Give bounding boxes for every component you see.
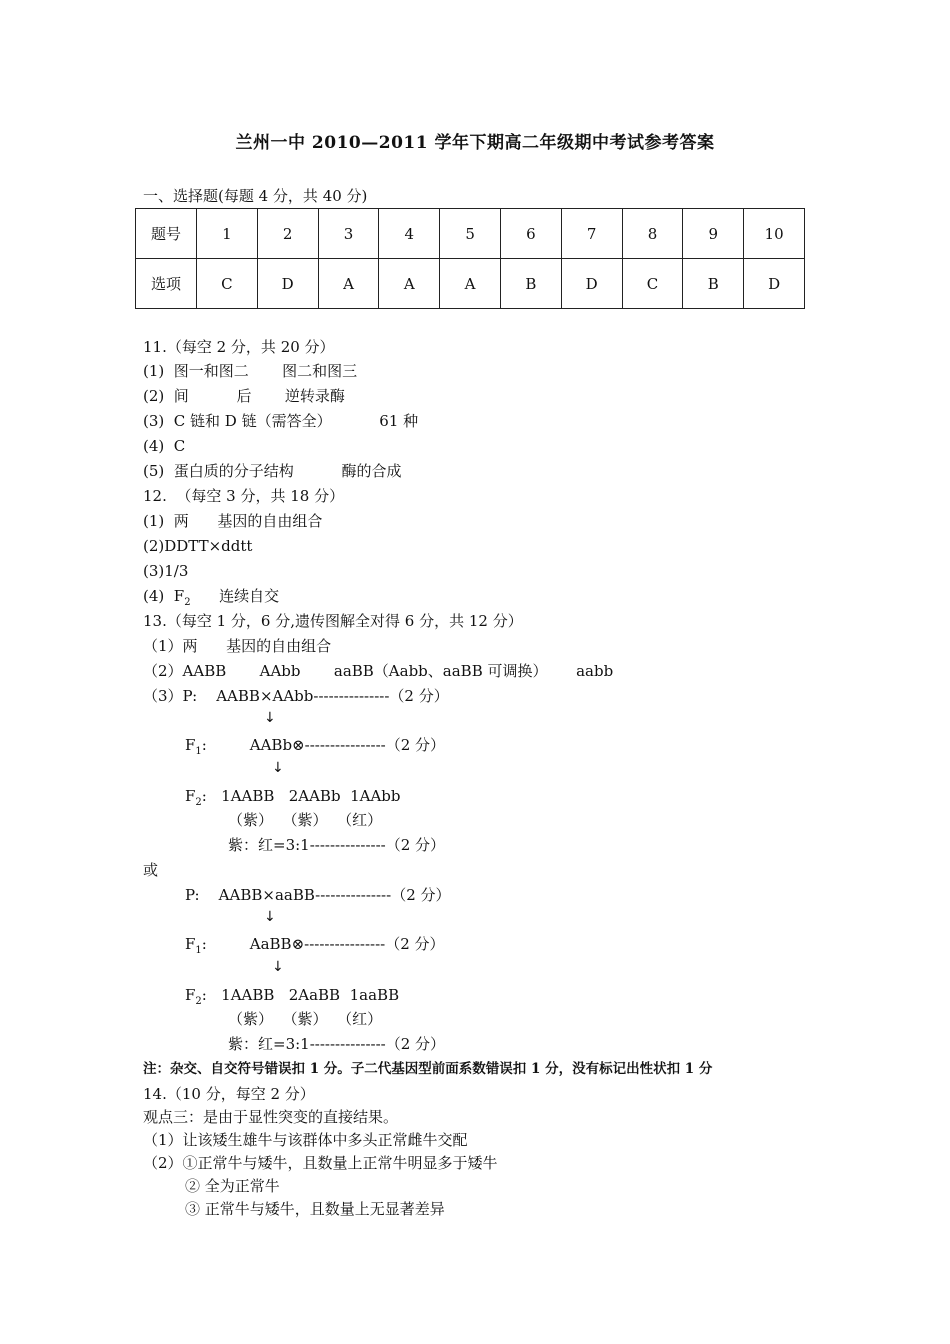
down-arrow-icon: ↓ — [264, 710, 276, 726]
q14-answer-4: ② 全为正常牛 — [185, 1177, 280, 1195]
q13-f1b-line — [185, 934, 445, 961]
generation-label: F — [185, 736, 196, 754]
subscript: 2 — [195, 797, 202, 808]
q13-f2b-ratio: 紫：红=3:1---------------（2 分） — [228, 1035, 446, 1053]
question-number: 5 — [440, 209, 501, 259]
q11-answer-4: (4) C — [143, 437, 186, 455]
answer-cell: C — [622, 259, 683, 309]
answer-table — [135, 208, 805, 309]
question-number: 1 — [197, 209, 258, 259]
f1-genotype: : AABb⊗----------------（2 分） — [201, 736, 446, 754]
question-number: 4 — [379, 209, 440, 259]
f2-genotypes: : 1AABB 2AABb 1AAbb — [201, 787, 401, 805]
question-number: 7 — [561, 209, 622, 259]
subscript: 1 — [195, 746, 202, 757]
subscript: 2 — [195, 996, 202, 1007]
down-arrow-icon: ↓ — [272, 959, 284, 975]
answer-cell: B — [500, 259, 561, 309]
q12-answer-4-prefix: (4) F — [143, 587, 185, 605]
q13-f2b-phenotypes: （紫） （紫） （红） — [228, 1010, 383, 1028]
q13-f2b-line — [185, 985, 399, 1012]
q13-answer-2: （2）AABB AAbb aaBB（Aabb、aaBB 可调换） aabb — [143, 662, 614, 680]
q13-cross-p2: P: AABB×aaBB---------------（2 分） — [185, 886, 451, 904]
answer-cell: A — [440, 259, 501, 309]
document-title: 兰州一中 2010—2011 学年下期高二年级期中考试参考答案 — [235, 133, 715, 153]
generation-label: F — [185, 986, 196, 1004]
question-number: 3 — [318, 209, 379, 259]
q13-f2-phenotypes: （紫） （紫） （红） — [228, 811, 383, 829]
question-number: 8 — [622, 209, 683, 259]
answer-cell: A — [379, 259, 440, 309]
q13-f1-line — [185, 735, 445, 762]
q11-answer-2: (2) 间 后 逆转录酶 — [143, 387, 345, 405]
q14-answer-1: 观点三：是由于显性突变的直接结果。 — [143, 1108, 399, 1126]
q13-heading: 13.（每空 1 分，6 分,遗传图解全对得 6 分，共 12 分） — [143, 612, 523, 630]
table-row — [136, 209, 805, 259]
row-label-number: 题号 — [136, 209, 197, 259]
q13-answer-1: （1）两 基因的自由组合 — [143, 637, 332, 655]
q14-answer-5: ③ 正常牛与矮牛，且数量上无显著差异 — [185, 1200, 445, 1218]
q14-answer-3: （2）①正常牛与矮牛，且数量上正常牛明显多于矮牛 — [143, 1154, 498, 1172]
answer-cell: D — [561, 259, 622, 309]
q11-answer-5: (5) 蛋白质的分子结构 酶的合成 — [143, 462, 402, 480]
answer-cell: C — [197, 259, 258, 309]
q12-answer-2: (2)DDTT×ddtt — [143, 537, 253, 555]
q11-answer-3: (3) C 链和 D 链（需答全） 61 种 — [143, 412, 419, 430]
q12-answer-3: (3)1/3 — [143, 562, 189, 580]
question-number: 2 — [257, 209, 318, 259]
f2b-genotypes: : 1AABB 2AaBB 1aaBB — [201, 986, 400, 1004]
q11-answer-1: (1) 图一和图二 图二和图三 — [143, 362, 358, 380]
generation-label: F — [185, 787, 196, 805]
q13-or: 或 — [143, 861, 159, 879]
question-number: 9 — [683, 209, 744, 259]
row-label-answer: 选项 — [136, 259, 197, 309]
answer-cell: A — [318, 259, 379, 309]
answer-cell: D — [744, 259, 805, 309]
question-number: 6 — [500, 209, 561, 259]
subscript: 1 — [195, 945, 202, 956]
q11-heading: 11.（每空 2 分，共 20 分） — [143, 338, 335, 356]
q12-answer-1: (1) 两 基因的自由组合 — [143, 512, 323, 530]
subscript: 2 — [184, 597, 191, 608]
section1-heading: 一、选择题(每题 4 分，共 40 分) — [143, 187, 368, 205]
q12-heading: 12. （每空 3 分，共 18 分） — [143, 487, 345, 505]
q13-f2-ratio: 紫：红=3:1---------------（2 分） — [228, 836, 446, 854]
answer-cell: D — [257, 259, 318, 309]
q13-cross-p: （3）P: AABB×AAbb---------------（2 分） — [143, 687, 449, 705]
table-row — [136, 259, 805, 309]
answer-cell: B — [683, 259, 744, 309]
q12-answer-4-suffix: 连续自交 — [190, 587, 280, 605]
f1b-genotype: : AaBB⊗----------------（2 分） — [201, 935, 445, 953]
q13-f2-line — [185, 786, 401, 813]
grading-note: 注：杂交、自交符号错误扣 1 分。子二代基因型前面系数错误扣 1 分，没有标记出性状扣 1 分 — [143, 1061, 713, 1077]
q12-answer-4 — [143, 586, 279, 613]
q14-answer-2: （1）让该矮生雄牛与该群体中多头正常雌牛交配 — [143, 1131, 468, 1149]
down-arrow-icon: ↓ — [264, 909, 276, 925]
down-arrow-icon: ↓ — [272, 760, 284, 776]
question-number: 10 — [744, 209, 805, 259]
generation-label: F — [185, 935, 196, 953]
q14-heading: 14.（10 分，每空 2 分） — [143, 1085, 315, 1103]
